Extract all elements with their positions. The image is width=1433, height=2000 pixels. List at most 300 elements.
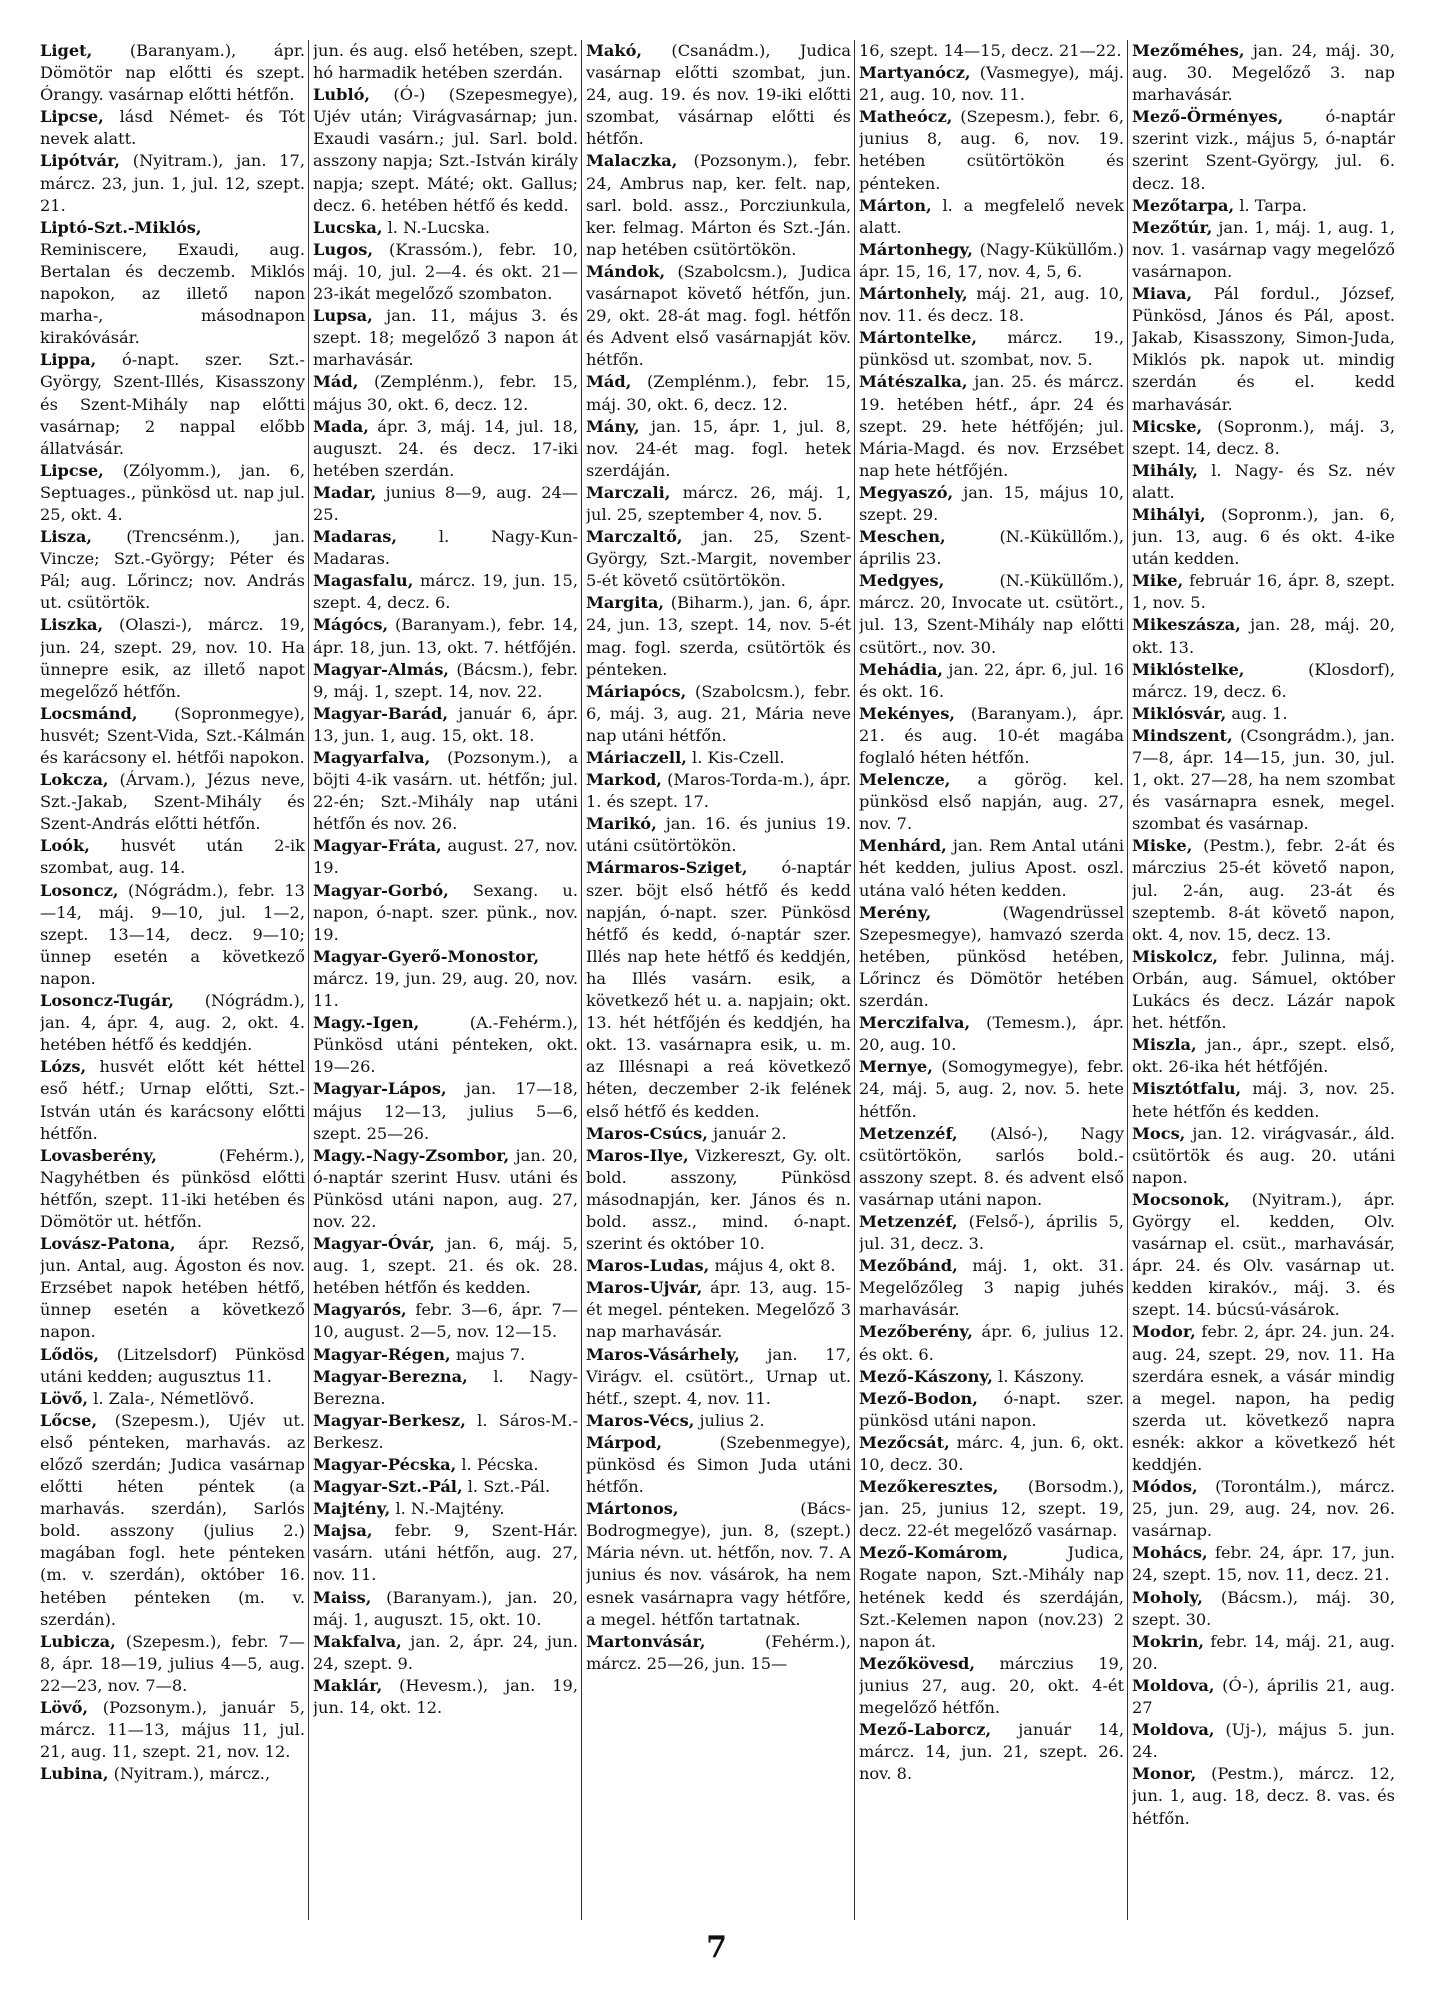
gazetteer-entry xyxy=(859,835,1124,901)
entry-fair-dates: (Borsodm.), jan. 25, junius 12, szept. 19, decz. 22-ét megelőző vasárnap. xyxy=(859,1477,1124,1541)
entry-place-name: Mihály, xyxy=(1132,460,1198,480)
entry-place-name: Mocs, xyxy=(1132,1123,1186,1143)
gazetteer-entry xyxy=(586,1410,851,1432)
gazetteer-entry xyxy=(859,1653,1124,1719)
entry-place-name: Losoncz-Tugár, xyxy=(40,991,175,1011)
gazetteer-entry xyxy=(1132,1321,1395,1476)
entry-place-name: Lovász-Patona, xyxy=(40,1234,176,1254)
entry-fair-dates: junius 8—9, aug. 24—25. xyxy=(313,482,578,524)
entry-fair-dates: (Olaszi-), márcz. 19, jun. 24, szept. 29, nov. 10. Ha ünnepre esik, az illető napot megelőző hétfőn. xyxy=(40,615,305,701)
gazetteer-entry xyxy=(859,239,1124,283)
gazetteer-entry xyxy=(1132,504,1395,570)
entry-fair-dates: (Maros-Torda-m.), ápr. 1. és szept. 17. xyxy=(586,770,851,812)
entry-fair-dates: (Fehérm.), márcz. 25—26, jun. 15— xyxy=(586,1631,851,1673)
entry-fair-dates: l. Zala-, Németlövő. xyxy=(93,1388,255,1408)
entry-fair-dates: (Ó-) (Szepesmegye), Ujév után; Virágvasárnap; jun. Exaudi vasárn.; jul. Sarl. bold. asszony napja; Szt.-István király napja; szept. Máté; okt. Gallus; decz. 6. hetében hétfő és kedd. xyxy=(313,85,578,215)
entry-place-name: Lippa, xyxy=(40,350,97,370)
entry-fair-dates: ápr. Rezső, jun. Antal, aug. Ágoston és nov. Erzsébet napok hetében hétfő, ünnep esetén a következő napon. xyxy=(40,1234,305,1342)
entry-place-name: Magyar-Régen, xyxy=(313,1344,451,1364)
entry-fair-dates: (Pestm.), márcz. 12, jun. 1, aug. 18, decz. 8. vas. és hétfőn. xyxy=(1132,1764,1395,1828)
gazetteer-entry xyxy=(40,1388,305,1410)
entry-place-name: Magyar-Szt.-Pál, xyxy=(313,1477,463,1497)
entry-place-name: Lupsa, xyxy=(313,306,373,326)
entry-fair-dates: l. Pécska. xyxy=(461,1455,539,1474)
gazetteer-entry xyxy=(586,371,851,415)
gazetteer-entry xyxy=(586,526,851,592)
entry-fair-dates: máj. 21, aug. 10, nov. 11. és decz. 18. xyxy=(859,284,1124,326)
gazetteer-entry xyxy=(313,371,578,415)
gazetteer-entry xyxy=(586,1255,851,1277)
entry-fair-dates: a görög. kel. pünkösd első napján, aug. 27, nov. 7. xyxy=(859,770,1124,834)
entry-fair-dates: ápr. 6, julius 12. és okt. 6. xyxy=(859,1322,1124,1364)
entry-fair-dates: (Szabolcsm.), Judica vasárnapot követő hétfőn, jun. 29, okt. 28-át mag. fogl. hétfőn és Advent első vasárnapját köv. hétfőn. xyxy=(586,261,851,370)
entry-fair-dates: (Biharm.), jan. 6, ápr. 24, jun. 13, szept. 14, nov. 5-ét mag. fogl. szerda, csütörtök és pénteken. xyxy=(586,593,851,679)
gazetteer-entry xyxy=(1132,725,1395,835)
entry-place-name: Mád, xyxy=(313,372,359,392)
entry-fair-dates: márczius 19, junius 27, aug. 20, okt. 4-ét megelőző hétfőn. xyxy=(859,1653,1124,1718)
gazetteer-entry xyxy=(586,1432,851,1498)
entry-place-name: Miklósvár, xyxy=(1132,703,1227,723)
gazetteer-entry xyxy=(313,614,578,658)
entry-fair-dates: l. Nagy-Berezna. xyxy=(313,1366,578,1408)
entry-place-name: Miskolcz, xyxy=(1132,946,1219,966)
entry-place-name: Metzenzéf, xyxy=(859,1123,958,1143)
gazetteer-entry xyxy=(313,40,578,84)
gazetteer-entry xyxy=(313,1498,578,1520)
entry-fair-dates: márc. 4, jun. 6, okt. 10, decz. 30. xyxy=(859,1432,1124,1474)
column-4 xyxy=(859,40,1124,1940)
entry-fair-dates: 16, szept. 14—15, decz. 21—22. xyxy=(859,41,1122,60)
entry-fair-dates: august. 27, nov. 19. xyxy=(313,836,578,878)
entry-fair-dates: (Fehérm.), Nagyhétben és pünkösd előtti hétfőn, szept. 11-iki hetében és Dömötör ut. hétfőn. xyxy=(40,1145,305,1231)
entry-place-name: Marczali, xyxy=(586,482,671,502)
entry-place-name: Magyar-Gyerő-Monostor, xyxy=(313,946,540,966)
entry-fair-dates: (Bácsm.), máj. 30, szept. 30. xyxy=(1132,1587,1395,1629)
entry-place-name: Mada, xyxy=(313,416,369,436)
gazetteer-entry xyxy=(313,416,578,482)
column-1 xyxy=(40,40,305,1940)
gazetteer-entry xyxy=(586,416,851,482)
gazetteer-entry xyxy=(40,880,305,990)
entry-place-name: Mikeszászа, xyxy=(1132,615,1241,635)
entry-place-name: Magyar-Lápos, xyxy=(313,1079,447,1099)
gazetteer-entry xyxy=(859,195,1124,239)
entry-fair-dates: ápr. 13, aug. 15-ét megel. pénteken. Megelőző 3 nap marhavásár. xyxy=(586,1278,851,1342)
entry-fair-dates: l. a megfelelő nevek alatt. xyxy=(859,195,1124,237)
entry-fair-dates: (Pozsonym.), febr. 24, Ambrus nap, ker. felt. nap, sarl. bold. assz., Porcziunkula, ker. felmag. Márton és Szt.-Ján. nap hetében csütörtökön. xyxy=(586,151,851,259)
entry-fair-dates: (Baranyam.), febr. 14, ápr. 18, jun. 13, okt. 7. hétfőjén. xyxy=(313,615,578,657)
gazetteer-entry xyxy=(313,1631,578,1675)
gazetteer-entry xyxy=(859,769,1124,835)
entry-fair-dates: (Krassóm.), febr. 10, máj. 10, jul. 2—4. és okt. 21—23-ikát megelőző szombaton. xyxy=(313,239,578,304)
gazetteer-entry xyxy=(586,1631,851,1675)
gazetteer-entry xyxy=(859,1012,1124,1056)
entry-fair-dates: jan. Rem Antal utáni hét kedden, julius Apost. oszl. utána való héten kedden. xyxy=(859,836,1124,900)
gazetteer-entry xyxy=(313,1012,578,1078)
entry-fair-dates: (Árvam.), Jézus neve, Szt.-Jakab, Szent-Mihály és Szent-András előtti hétfőn. xyxy=(40,770,305,834)
gazetteer-entry xyxy=(859,482,1124,526)
gazetteer-entry xyxy=(40,526,305,614)
entry-fair-dates: jan. 16. és junius 19. utáni csütörtökön. xyxy=(586,814,851,856)
entry-fair-dates: (Szabolcsm.), febr. 6, máj. 3, aug. 21, Mária neve nap utáni hétfőn. xyxy=(586,681,851,745)
gazetteer-entry xyxy=(313,1476,578,1498)
entry-place-name: Maros-Ilye, xyxy=(586,1145,689,1165)
gazetteer-entry xyxy=(859,1321,1124,1365)
gazetteer-entry xyxy=(1132,1763,1395,1829)
gazetteer-entry xyxy=(859,327,1124,371)
entry-place-name: Majsa, xyxy=(313,1521,373,1541)
gazetteer-entry xyxy=(586,813,851,857)
gazetteer-entry xyxy=(313,526,578,570)
entry-place-name: Mernye, xyxy=(859,1057,933,1077)
entry-fair-dates: január 14, márcz. 14, jun. 21, szept. 26. nov. 8. xyxy=(859,1720,1124,1784)
entry-place-name: Metzenzéf, xyxy=(859,1211,958,1231)
gazetteer-entry xyxy=(1132,195,1395,217)
entry-fair-dates: (Uj-), május 5. jun. 24. xyxy=(1132,1720,1395,1762)
entry-fair-dates: (Ó-), április 21, aug. 27 xyxy=(1132,1675,1395,1718)
gazetteer-entry xyxy=(40,769,305,835)
gazetteer-entry xyxy=(40,460,305,526)
column-rule xyxy=(854,40,855,1920)
entry-fair-dates: (Pozsonym.), a böjti 4-ik vasárn. ut. hétfőn; jul. 22-én; Szt.-Mihály nap utáni hétfőn és nov. 26. xyxy=(313,748,578,834)
entry-place-name: Merény, xyxy=(859,902,932,922)
entry-place-name: Mező-Örményes, xyxy=(1132,107,1284,127)
gazetteer-entry xyxy=(40,990,305,1056)
entry-place-name: Máriaczell, xyxy=(586,748,687,767)
entry-place-name: Lózs, xyxy=(40,1057,87,1077)
entry-fair-dates: (Bácsm.), febr. 9, máj. 1, szept. 14, nov. 22. xyxy=(313,659,578,701)
entry-fair-dates: l. Kis-Czell. xyxy=(692,748,785,767)
entry-fair-dates: (Szepesm.), Ujév ut. első pénteken, marhavás. az előző szerdán; Judica vasárnap előtti héten péntek (a marhavás. szerdán), Sarlós bold. asszony (julius 2.) magában fogl. hete pénteken (m. v. szerdán), október 16. hetében pénteken (m. v. szerdán). xyxy=(40,1410,305,1629)
entry-fair-dates: (Szepesm.), febr. 7—8, ápr. 18—19, julius 4—5, aug. 22—23, nov. 7—8. xyxy=(40,1631,305,1695)
entry-fair-dates: l. Szt.-Pál. xyxy=(467,1477,551,1497)
gazetteer-entry xyxy=(586,1498,851,1631)
gazetteer-entry xyxy=(40,150,305,216)
gazetteer-entry xyxy=(586,150,851,260)
entry-place-name: Moholy, xyxy=(1132,1587,1203,1607)
entry-fair-dates: l. Kászony. xyxy=(998,1366,1085,1386)
entry-place-name: Miklóstelke, xyxy=(1132,659,1245,679)
entry-fair-dates: (Szepesm.), febr. 6, junius 8, aug. 6, nov. 19. hetében csütörtökön és pénteken. xyxy=(859,107,1124,193)
gazetteer-entry xyxy=(313,1454,578,1476)
gazetteer-entry xyxy=(313,1520,578,1586)
entry-fair-dates: majus 7. xyxy=(455,1344,526,1364)
gazetteer-entry xyxy=(859,703,1124,769)
gazetteer-entry xyxy=(313,1366,578,1410)
gazetteer-entry xyxy=(313,747,578,835)
entry-place-name: Moldova, xyxy=(1132,1720,1215,1740)
gazetteer-entry xyxy=(1132,659,1395,703)
gazetteer-entry xyxy=(859,659,1124,703)
gazetteer-entry xyxy=(313,1675,578,1719)
entry-place-name: Meschen, xyxy=(859,527,946,547)
gazetteer-entry xyxy=(1132,570,1395,614)
entry-place-name: Maros-Ujvár, xyxy=(586,1278,703,1298)
gazetteer-entry xyxy=(313,1587,578,1631)
column-rule xyxy=(1127,40,1128,1920)
gazetteer-entry xyxy=(1132,1476,1395,1542)
entry-fair-dates: márcz. 19., pünkösd ut. szombat, nov. 5. xyxy=(859,328,1124,370)
gazetteer-entry xyxy=(1132,703,1395,725)
entry-fair-dates: jan. 6, máj. 5, aug. 1, szept. 21. és ok. 28. hetében hétfőn és kedden. xyxy=(313,1234,578,1298)
entry-fair-dates: jan. 2, ápr. 24, jun. 24, szept. 9. xyxy=(313,1631,578,1673)
entry-place-name: Modor, xyxy=(1132,1322,1196,1342)
entry-fair-dates: jan. 17—18, május 12—13, julius 5—6, szept. 25—26. xyxy=(313,1079,578,1143)
entry-fair-dates: l. N.-Majtény. xyxy=(395,1499,505,1519)
entry-place-name: Maros-Csúcs, xyxy=(586,1123,708,1143)
entry-fair-dates: febr. Julinna, máj. Orbán, aug. Sámuel, október Lukács és decz. Lázár napok het. hétfőn. xyxy=(1132,946,1395,1033)
entry-place-name: Lődös, xyxy=(40,1344,100,1364)
entry-fair-dates: lásd Német- és Tót nevek alatt. xyxy=(40,107,305,149)
entry-place-name: Liszka, xyxy=(40,615,104,635)
entry-place-name: Monor, xyxy=(1132,1764,1197,1784)
entry-fair-dates: (Baranyam.), ápr. Dömötör nap előtti és szept. Órangy. vasárnap előtti hétfőn. xyxy=(40,41,305,105)
entry-fair-dates: husvét előtt két héttel eső hétf.; Urnap előtti, Szt.-István után és karácsony előtti hétfőn. xyxy=(40,1057,305,1143)
entry-place-name: Magyar-Pécska, xyxy=(313,1455,457,1474)
gazetteer-entry xyxy=(1132,1542,1395,1586)
entry-fair-dates: febr. 9, Szent-Hár. vasárn. utáni hétfőn, aug. 27, nov. 11. xyxy=(313,1521,578,1585)
entry-place-name: Mágócs, xyxy=(313,615,389,635)
entry-fair-dates: (Nyitram.), jan. 17, márcz. 23, jun. 1, jul. 12, szept. 21. xyxy=(40,151,305,215)
entry-place-name: Magyar-Almás, xyxy=(313,659,449,679)
gazetteer-entry xyxy=(313,1078,578,1144)
entry-fair-dates: febr. 14, máj. 21, aug. 20. xyxy=(1132,1631,1395,1673)
gazetteer-entry xyxy=(1132,1123,1395,1189)
entry-fair-dates: (Nyitram.), ápr. György el. kedden, Olv. vasárnap el. csüt., marhavásár, ápr. 24. és Olv. vasárnap ut. kedden kirakóv., máj. 3. és szept. 14. búcsú-vásárok. xyxy=(1132,1189,1395,1320)
gazetteer-entry xyxy=(40,703,305,769)
entry-fair-dates: jan., ápr., szept. első, okt. 26-ika hét hétfőjén. xyxy=(1132,1035,1395,1077)
entry-fair-dates: márcz. 19, jun. 15, szept. 4, decz. 6. xyxy=(313,571,578,613)
entry-fair-dates: (Zólyomm.), jan. 6, Septuages., pünkösd ut. nap jul. 25, okt. 4. xyxy=(40,460,305,524)
gazetteer-entry xyxy=(40,217,305,350)
entry-fair-dates: Pál fordul., József, Pünkösd, János és Pál, apost. Jakab, Kisasszony, Simon-Juda, Miklós pk. napok ut. mindig szerdán és el. kedd marhavásár. xyxy=(1132,284,1395,414)
entry-fair-dates: (Vasmegye), máj. 21, aug. 10, nov. 11. xyxy=(859,63,1124,105)
gazetteer-entry xyxy=(313,1344,578,1366)
entry-place-name: Moldova, xyxy=(1132,1675,1215,1695)
entry-place-name: Misztótfalu, xyxy=(1132,1079,1242,1099)
gazetteer-entry xyxy=(313,1233,578,1299)
entry-place-name: Madar, xyxy=(313,482,377,502)
gazetteer-entry xyxy=(859,106,1124,194)
gazetteer-page xyxy=(40,40,1395,1940)
entry-fair-dates: (Baranyam.), ápr. 21. és aug. 10-ét magába foglaló héten hétfőn. xyxy=(859,703,1124,767)
entry-place-name: Melencze, xyxy=(859,770,951,790)
entry-place-name: Mezőtarpa, xyxy=(1132,195,1235,215)
column-5 xyxy=(1132,40,1395,1940)
entry-place-name: Magyarós, xyxy=(313,1300,407,1320)
entry-fair-dates: l. N.-Lucska. xyxy=(387,217,490,237)
entry-fair-dates: jan. 12. virágvasár., áld. csütörtök és aug. 20. utáni napon. xyxy=(1132,1123,1395,1187)
gazetteer-entry xyxy=(859,570,1124,658)
entry-place-name: Mohács, xyxy=(1132,1543,1208,1563)
entry-fair-dates: Vizkereszt, Gy. olt. bold. asszony, Pünkösd másodnapján, ker. János és n. bold. assz., mind. ó-napt. szerint és október 10. xyxy=(586,1145,851,1254)
entry-place-name: Lőcse, xyxy=(40,1410,98,1430)
gazetteer-entry xyxy=(859,1255,1124,1321)
entry-fair-dates: (Baranyam.), jan. 20, máj. 1, auguszt. 15, okt. 10. xyxy=(313,1587,578,1629)
entry-fair-dates: (N.-Küküllőm.), április 23. xyxy=(859,527,1124,569)
entry-fair-dates: (Zemplénm.), febr. 15, máj. 30, okt. 6, decz. 12. xyxy=(586,372,851,414)
entry-place-name: Mártonhely, xyxy=(859,284,968,304)
gazetteer-entry xyxy=(313,659,578,703)
gazetteer-entry xyxy=(586,1344,851,1410)
gazetteer-entry xyxy=(586,747,851,769)
entry-place-name: Majtény, xyxy=(313,1499,391,1519)
entry-place-name: Magyarfalva, xyxy=(313,748,431,767)
gazetteer-entry xyxy=(586,681,851,747)
gazetteer-entry xyxy=(586,1123,851,1145)
entry-fair-dates: l. Sáros-M.-Berkesz. xyxy=(313,1410,578,1452)
gazetteer-entry xyxy=(859,1542,1124,1652)
gazetteer-entry xyxy=(313,239,578,305)
entry-place-name: Micske, xyxy=(1132,416,1203,436)
gazetteer-entry xyxy=(40,1233,305,1343)
gazetteer-entry xyxy=(313,880,578,946)
entry-place-name: Márton, xyxy=(859,195,932,215)
entry-place-name: Lubló, xyxy=(313,85,371,105)
entry-fair-dates: (Torontálm.), márcz. 25, jun. 29, aug. 24, nov. 26. vasárnap. xyxy=(1132,1477,1395,1541)
entry-fair-dates: (Pestm.), febr. 2-át és márczius 25-ét követő napon, jul. 2-án, aug. 23-át és szeptemb. 8-át követő napon, okt. 4, nov. 15, decz. 13. xyxy=(1132,836,1395,944)
column-rule xyxy=(308,40,309,1920)
entry-place-name: Mártonhegy, xyxy=(859,239,973,259)
entry-fair-dates: (Nógrádm.), jan. 4, ápr. 4, aug. 2, okt. 4. hetében hétfő és keddjén. xyxy=(40,991,305,1055)
entry-place-name: Mocsonok, xyxy=(1132,1189,1230,1209)
entry-place-name: Locsmánd, xyxy=(40,703,138,723)
entry-place-name: Mátészalka, xyxy=(859,372,968,392)
entry-fair-dates: (Trencsénm.), jan. Vincze; Szt.-György; Péter és Pál; aug. Lőrincz; nov. András ut. csütörtök. xyxy=(40,527,305,613)
entry-place-name: Matheócz, xyxy=(859,107,953,127)
entry-place-name: Makfalva, xyxy=(313,1631,402,1651)
entry-place-name: Lucska, xyxy=(313,217,383,237)
entry-place-name: Liptó-Szt.-Miklós, xyxy=(40,217,202,237)
gazetteer-entry xyxy=(40,349,305,459)
entry-place-name: Mező-Laborcz, xyxy=(859,1720,992,1740)
gazetteer-entry xyxy=(1132,1189,1395,1322)
entry-fair-dates: máj. 1, okt. 31. Megelőzőleg 3 napig juhés marhavásár. xyxy=(859,1256,1124,1320)
entry-fair-dates: ápr. 3, máj. 14, jul. 18, auguszt. 24. és decz. 17-iki hetében szerdán. xyxy=(313,416,578,480)
entry-fair-dates: jan. 15, ápr. 1, jul. 8, nov. 24-ét mag. fogl. hetek szerdáján. xyxy=(586,416,851,480)
gazetteer-entry xyxy=(859,1719,1124,1785)
entry-place-name: Makó, xyxy=(586,41,643,60)
entry-place-name: Lubicza, xyxy=(40,1631,116,1651)
entry-place-name: Magy.-Nagy-Zsombor, xyxy=(313,1145,510,1165)
entry-fair-dates: julius 2. xyxy=(699,1410,765,1430)
gazetteer-entry xyxy=(1132,283,1395,416)
entry-place-name: Megyaszó, xyxy=(859,482,954,502)
column-3 xyxy=(586,40,851,1940)
gazetteer-entry xyxy=(586,482,851,526)
entry-place-name: Magasfalu, xyxy=(313,571,414,591)
entry-fair-dates: jan. 17, Virágv. el. csütört., Urnap ut. hétf., szept. 4, nov. 11. xyxy=(586,1344,851,1408)
entry-fair-dates: jan. 25. és márcz. 19. hetében hétf., ápr. 24 és szept. 29. hete hétfőjén; jul. Mária-Magd. és nov. Erzsébet nap hete hétfőjén. xyxy=(859,372,1124,480)
entry-place-name: Martonvásár, xyxy=(586,1631,706,1651)
entry-place-name: Mezőberény, xyxy=(859,1322,973,1342)
entry-place-name: Mehádia, xyxy=(859,659,944,679)
gazetteer-entry xyxy=(859,1388,1124,1432)
gazetteer-entry xyxy=(40,835,305,879)
entry-fair-dates: ó-naptár szerint vizk., május 5, ó-naptár szerint Szent-György, jul. 6. decz. 18. xyxy=(1132,107,1395,193)
gazetteer-entry xyxy=(1132,40,1395,106)
gazetteer-entry xyxy=(313,570,578,614)
entry-fair-dates: (Csanádm.), Judica vasárnap előtti szombat, jun. 24, aug. 19. és nov. 19-iki előtti szombat, vásárnap előtti és hétfőn. xyxy=(586,41,851,149)
entry-place-name: Mány, xyxy=(586,416,640,436)
entry-place-name: Mező-Kászony, xyxy=(859,1366,993,1386)
gazetteer-entry xyxy=(859,62,1124,106)
gazetteer-entry xyxy=(40,40,305,106)
entry-fair-dates: (Szebenmegye), pünkösd és Simon Juda utáni hétfőn. xyxy=(586,1432,851,1497)
entry-place-name: Mád, xyxy=(586,372,632,392)
entry-place-name: Miszla, xyxy=(1132,1035,1197,1055)
entry-place-name: Magy.-Igen, xyxy=(313,1013,420,1033)
entry-fair-dates: febr. 2, ápr. 24. jun. 24. aug. 24, szept. 29, nov. 11. Ha szerdára esnek, a vásár mindig a megel. napon, ha pedig szerda ut. következő napra esnék: akkor a következő hét keddjén. xyxy=(1132,1322,1395,1474)
gazetteer-entry xyxy=(1132,1675,1395,1719)
gazetteer-entry xyxy=(313,835,578,879)
entry-place-name: Mindszent, xyxy=(1132,725,1233,745)
entry-place-name: Mekényes, xyxy=(859,703,955,723)
gazetteer-entry xyxy=(859,1211,1124,1255)
entry-fair-dates: l. Nagy-Kun-Madaras. xyxy=(313,527,578,569)
entry-place-name: Magyar-Barád, xyxy=(313,703,449,723)
gazetteer-entry xyxy=(586,769,851,813)
entry-fair-dates: jan. 25, Szent-György, Szt.-Margit, november 5-ét követő csütörtökön. xyxy=(586,527,851,591)
entry-fair-dates: jan. 22, ápr. 6, jul. 16 és okt. 16. xyxy=(859,659,1124,701)
entry-fair-dates: (Klosdorf), márcz. 19, decz. 6. xyxy=(1132,659,1395,701)
gazetteer-entry xyxy=(40,106,305,150)
gazetteer-entry xyxy=(1132,106,1395,194)
entry-place-name: Madaras, xyxy=(313,527,397,547)
entry-place-name: Magyar-Gorbó, xyxy=(313,880,449,900)
entry-place-name: Mármaros-Sziget, xyxy=(586,858,748,878)
gazetteer-entry xyxy=(313,1410,578,1454)
column-2 xyxy=(313,40,578,1940)
gazetteer-entry xyxy=(40,1631,305,1697)
entry-fair-dates: jan. 28, máj. 20, okt. 13. xyxy=(1132,615,1395,657)
gazetteer-entry xyxy=(1132,1078,1395,1122)
entry-fair-dates: márcz. 26, máj. 1, jul. 25, szeptember 4, nov. 5. xyxy=(586,482,851,524)
entry-place-name: Lovasberény, xyxy=(40,1145,157,1165)
entry-place-name: Máriapócs, xyxy=(586,681,687,701)
entry-fair-dates: (Litzelsdorf) Pünkösd utáni kedden; augusztus 11. xyxy=(40,1344,305,1386)
entry-place-name: Miava, xyxy=(1132,284,1193,304)
gazetteer-entry xyxy=(586,1277,851,1343)
gazetteer-entry xyxy=(1132,1587,1395,1631)
entry-fair-dates: jan. 24, máj. 30, aug. 30. Megelőző 3. nap marhavásár. xyxy=(1132,41,1395,105)
entry-place-name: Mártontelke, xyxy=(859,328,978,348)
gazetteer-entry xyxy=(40,614,305,702)
gazetteer-entry xyxy=(859,40,1124,62)
gazetteer-entry xyxy=(586,40,851,150)
entry-place-name: Lövő, xyxy=(40,1388,89,1408)
gazetteer-entry xyxy=(1132,835,1395,945)
entry-place-name: Miske, xyxy=(1132,836,1193,856)
gazetteer-entry xyxy=(859,283,1124,327)
entry-fair-dates: (Hevesm.), jan. 19, jun. 14, okt. 12. xyxy=(313,1675,578,1718)
entry-place-name: Magyar-Berkesz, xyxy=(313,1410,466,1430)
gazetteer-entry xyxy=(859,902,1124,1012)
entry-place-name: Magyar-Berezna, xyxy=(313,1366,468,1386)
entry-fair-dates: (Temesm.), ápr. 20, aug. 10. xyxy=(859,1013,1124,1055)
entry-fair-dates: ó-napt. szer. pünkösd utáni napon. xyxy=(859,1388,1124,1430)
entry-place-name: Maros-Ludas, xyxy=(586,1256,710,1276)
entry-place-name: Maiss, xyxy=(313,1587,372,1607)
gazetteer-entry xyxy=(40,1697,305,1763)
entry-fair-dates: (Nyitram.), márcz., xyxy=(113,1764,271,1784)
entry-place-name: Menhárd, xyxy=(859,836,947,856)
gazetteer-entry xyxy=(586,857,851,1122)
entry-fair-dates: (Sopronm.), máj. 3, szept. 14, decz. 8. xyxy=(1132,416,1395,458)
gazetteer-entry xyxy=(1132,1719,1395,1763)
gazetteer-entry xyxy=(859,1123,1124,1211)
entry-fair-dates: l. Tarpa. xyxy=(1239,195,1307,215)
